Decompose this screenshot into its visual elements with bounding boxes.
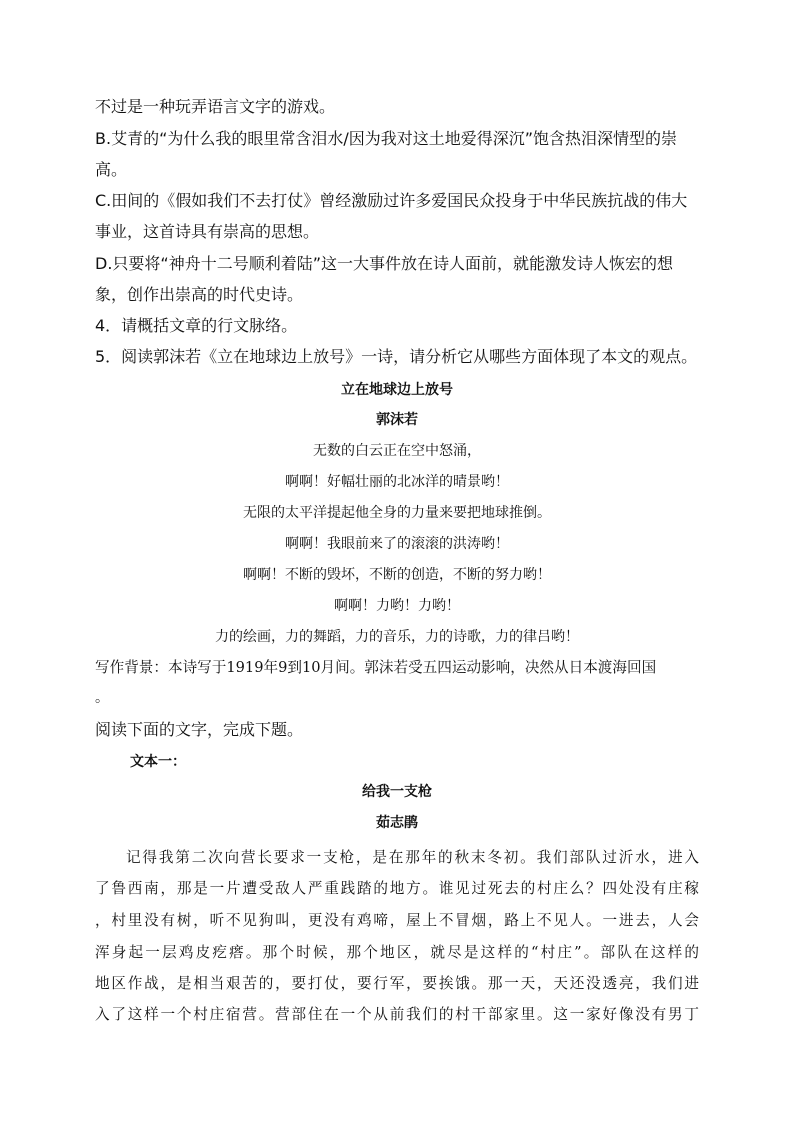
article-paragraph-line: 入了这样一个村庄宿营。营部住在一个从前我们的村干部家里。这一家好像没有男丁 <box>95 1006 699 1023</box>
poem-line: 无数的白云正在空中怒涌， <box>313 443 481 459</box>
poem-line: 无限的太平洋提起他全身的力量来要把地球推倒。 <box>243 505 551 521</box>
option-c-line-2: 事业，这首诗具有崇高的思想。 <box>95 222 320 241</box>
poem-author: 郭沫若 <box>376 412 418 428</box>
article-title: 给我一支枪 <box>362 784 432 800</box>
question-4: 4．请概括文章的行文脉络。 <box>95 316 298 335</box>
option-b-line-1: B.艾青的“为什么我的眼里常含泪水/因为我对这土地爱得深沉”饱含热泪深情型的崇 <box>95 129 678 148</box>
poem-line: 啊啊！不断的毁坏，不断的创造，不断的努力哟！ <box>243 567 551 583</box>
option-d-line-2: 象，创作出崇高的时代史诗。 <box>95 285 304 304</box>
reading-instruction: 阅读下面的文字，完成下题。 <box>95 720 304 739</box>
text-label: 文本一： <box>130 754 186 770</box>
poem-line: 啊啊！好幅壮丽的北冰洋的晴景哟！ <box>285 474 509 490</box>
poem-background: 写作背景：本诗写于1919年9到10月间。郭沫若受五四运动影响，决然从日本渡海回国 <box>95 659 657 676</box>
article-paragraph-line: 地区作战，是相当艰苦的，要打仗，要行军，要挨饿。那一天，天还没透亮，我们进 <box>95 975 699 992</box>
option-a-continuation: 不过是一种玩弄语言文字的游戏。 <box>95 97 336 116</box>
article-paragraph-line: 了鲁西南，那是一片遭受敌人严重践踏的地方。谁见过死去的村庄么？四处没有庄稼 <box>95 880 699 897</box>
question-5: 5．阅读郭沫若《立在地球边上放号》一诗，请分析它从哪些方面体现了本文的观点。 <box>95 347 698 366</box>
article-paragraph-line: 浑身起一层鸡皮疙瘩。那个时候，那个地区，就尽是这样的“村庄”。部队在这样的 <box>95 944 699 961</box>
poem-line: 啊啊！力哟！力哟！ <box>334 598 460 614</box>
article-author: 茹志鹃 <box>376 815 418 831</box>
article-paragraph-line: ，村里没有树，听不见狗叫，更没有鸡啼，屋上不冒烟，路上不见人。一进去，人会 <box>95 912 699 929</box>
option-d-line-1: D.只要将“神舟十二号顺利着陆”这一大事件放在诗人面前，就能激发诗人恢宏的想 <box>95 254 673 273</box>
option-c-line-1: C.田间的《假如我们不去打仗》曾经激励过许多爱国民众投身于中华民族抗战的伟大 <box>95 191 688 210</box>
poem-title: 立在地球边上放号 <box>341 382 453 398</box>
poem-line: 啊啊！我眼前来了的滚滚的洪涛哟！ <box>285 536 509 552</box>
article-paragraph-line: 记得我第二次向营长要求一支枪，是在那年的秋末冬初。我们部队过沂水，进入 <box>126 849 699 866</box>
poem-line: 力的绘画，力的舞蹈，力的音乐，力的诗歌，力的律吕哟！ <box>215 629 579 645</box>
option-b-line-2: 高。 <box>95 160 128 179</box>
poem-background-end: 。 <box>95 690 109 706</box>
